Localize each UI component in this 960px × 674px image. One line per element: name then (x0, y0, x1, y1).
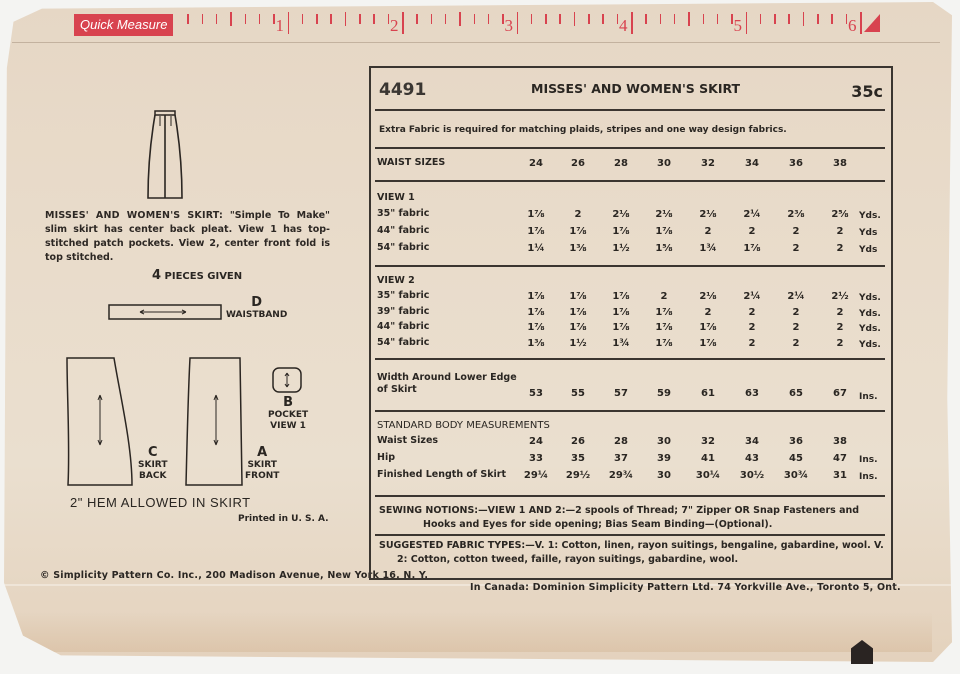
table-cell: 2 (574, 209, 582, 220)
table-row (516, 307, 856, 321)
table-cell: 45 (789, 453, 803, 464)
ruler-tick (245, 14, 247, 24)
ruler-tick (559, 14, 561, 24)
table-cell: 61 (701, 388, 715, 399)
table-cell: 30 (657, 158, 671, 169)
row-label: Finished Length of Skirt (377, 469, 507, 480)
ruler-tick (831, 14, 833, 24)
quick-measure-ruler (74, 8, 880, 38)
ruler-tick (316, 14, 318, 24)
table-cell: 1⅞ (569, 226, 587, 237)
table-cell: 1⅞ (527, 291, 545, 302)
table-cell: 2 (792, 322, 800, 333)
ruler-tick (631, 12, 633, 34)
ruler-tick (660, 14, 662, 24)
ruler-tick (459, 12, 461, 26)
divider (375, 180, 885, 182)
ruler-tick (746, 12, 748, 34)
table-cell: 2⅛ (655, 209, 673, 220)
table-cell: 38 (833, 158, 847, 169)
ruler-tick (545, 14, 547, 24)
table-cell: 1⅜ (527, 337, 545, 349)
ruler-number: 3 (504, 16, 513, 35)
table-cell: 32 (701, 436, 715, 447)
table-row (516, 338, 856, 352)
row-label: 39" fabric (377, 305, 430, 317)
ruler-tick (588, 14, 590, 24)
ruler-tick (330, 14, 332, 24)
row-label: Waist Sizes (377, 435, 439, 446)
skirt-back-piece-shape (64, 355, 136, 489)
row-label: Hip (377, 452, 396, 463)
ruler-tick (803, 12, 805, 26)
table-cell: 38 (833, 436, 847, 447)
size-header-row (516, 158, 856, 172)
divider (375, 495, 885, 497)
table-cell: 2 (792, 306, 800, 318)
view2-label: VIEW 2 (377, 275, 415, 286)
row-label: 54" fabric (377, 336, 430, 348)
table-cell: 41 (701, 453, 715, 464)
table-cell: 36 (789, 436, 803, 447)
table-cell: 35 (571, 453, 585, 464)
table-cell: 26 (571, 436, 585, 447)
table-cell: 26 (571, 158, 585, 169)
table-cell: 1⅝ (655, 243, 673, 254)
table-row (516, 291, 856, 305)
table-cell: 2 (836, 306, 844, 318)
table-cell: 1⅞ (612, 291, 630, 302)
table-cell: 1⅞ (569, 322, 587, 333)
table-cell: 55 (571, 388, 585, 399)
row-unit: Yds. (859, 324, 881, 334)
ruler-ticks (179, 8, 866, 38)
ruler-tick (187, 14, 189, 24)
table-cell: 28 (614, 436, 628, 447)
table-cell: 1⅞ (569, 306, 587, 318)
table-cell: 30¾ (783, 470, 809, 481)
table-cell: 1¾ (699, 243, 717, 254)
table-cell: 2 (792, 337, 800, 349)
ruler-tick (488, 14, 490, 24)
table-cell: 24 (529, 436, 543, 447)
table-cell: 29½ (565, 470, 591, 481)
ruler-tick (230, 12, 232, 26)
table-cell: 32 (701, 158, 715, 169)
yardage-chart (369, 66, 893, 580)
envelope-flap (14, 612, 932, 652)
row-unit: Yds (859, 245, 878, 255)
ruler-tick (645, 14, 647, 24)
row-unit: Yds (859, 228, 878, 238)
sewing-notions: SEWING NOTIONS:—VIEW 1 AND 2:—2 spools of Thread; 7" Zipper OR Snap Fasteners and Hooks and Eyes for side opening; Bias Seam Binding—(Optional). (379, 505, 860, 530)
table-cell: 34 (745, 436, 759, 447)
table-cell: 59 (657, 388, 671, 399)
table-cell: 2 (660, 291, 668, 302)
ruler-tick (703, 14, 705, 24)
table-cell: 67 (833, 388, 847, 399)
ruler-tick (402, 12, 404, 34)
pocket-piece-shape (270, 366, 304, 394)
suggested-fabric-types: SUGGESTED FABRIC TYPES:—V. 1: Cotton, linen, rayon suitings, bengaline, gabardine, wool. V. 2: Cotton, cotton tweed, faille, rayon suitings, gabardine, wool. (379, 540, 884, 565)
ruler-tick (817, 14, 819, 24)
table-cell: 2⅛ (699, 209, 717, 220)
ruler-number: 6 (848, 16, 857, 35)
waist-sizes-label: WAIST SIZES (377, 157, 446, 168)
ruler-tick (517, 12, 519, 34)
pattern-title: MISSES' AND WOMEN'S SKIRT (531, 81, 741, 96)
ruler-tick (302, 14, 304, 24)
table-cell: 1⅞ (612, 226, 630, 237)
table-cell: 1⅞ (527, 226, 545, 237)
table-cell: 28 (614, 158, 628, 169)
table-cell: 1¼ (527, 243, 545, 254)
hem-allowance-note: 2" HEM ALLOWED IN SKIRT (70, 495, 251, 510)
body-measurements-heading: STANDARD BODY MEASUREMENTS (377, 420, 550, 431)
ruler-number: 5 (733, 16, 742, 35)
ruler-tick (531, 14, 533, 24)
table-cell: 2⅜ (787, 209, 805, 220)
table-cell: 65 (789, 388, 803, 399)
table-cell: 2⅛ (612, 209, 630, 220)
table-cell: 37 (614, 453, 628, 464)
view1-label: VIEW 1 (377, 192, 415, 203)
ruler-tick (259, 14, 261, 24)
lower-edge-label-1: Width Around Lower Edge (377, 372, 517, 383)
table-cell: 2 (836, 337, 844, 349)
ruler-tick (202, 14, 204, 24)
ruler-number: 1 (275, 16, 284, 35)
table-cell: 63 (745, 388, 759, 399)
fold-line (12, 42, 940, 43)
lower-edge-label-2: of Skirt (377, 384, 417, 395)
table-cell: 53 (529, 388, 543, 399)
divider (375, 147, 885, 149)
table-cell: 2¼ (787, 291, 805, 302)
table-row (516, 322, 856, 336)
ruler-tick (731, 14, 733, 24)
table-cell: 30½ (739, 470, 765, 481)
pieces-count: 4 (152, 268, 162, 283)
row-unit: Yds. (859, 308, 881, 319)
table-cell: 29¾ (608, 470, 634, 481)
canada-address: In Canada: Dominion Simplicity Pattern Ltd. 74 Yorkville Ave., Toronto 5, Ont. (470, 582, 901, 593)
row-unit: Yds. (859, 211, 881, 221)
row-label: 44" fabric (377, 321, 430, 332)
ruler-tick (431, 14, 433, 24)
table-cell: 1½ (612, 243, 630, 254)
divider (375, 358, 885, 360)
table-row (516, 470, 856, 484)
table-cell: 2½ (831, 291, 849, 302)
table-cell: 1⅞ (699, 337, 717, 349)
piece-label-skirt-back: C SKIRT BACK (138, 445, 168, 481)
table-cell: 1⅞ (569, 291, 587, 302)
ruler-tick (216, 14, 218, 24)
table-cell: 2 (748, 226, 756, 237)
table-cell: 29¼ (523, 470, 549, 481)
ruler-tick (846, 14, 848, 24)
ruler-tick (774, 14, 776, 24)
table-cell: 1⅞ (527, 322, 545, 333)
table-cell: 43 (745, 453, 759, 464)
ruler-tick (602, 14, 604, 24)
table-cell: 2⅝ (831, 209, 849, 220)
table-cell: 57 (614, 388, 628, 399)
ruler-tick (416, 14, 418, 24)
ruler-tick (617, 14, 619, 24)
ruler-tick (717, 14, 719, 24)
table-cell: 2 (836, 226, 844, 237)
pattern-description (45, 209, 330, 265)
waistband-piece-shape (108, 304, 222, 320)
table-cell: 1⅞ (612, 322, 630, 333)
pattern-number: 4491 (379, 80, 427, 100)
copyright-notice: © Simplicity Pattern Co. Inc., 200 Madison Avenue, New York 16, N. Y. (40, 570, 429, 581)
table-cell: 2 (792, 226, 800, 237)
table-cell: 47 (833, 453, 847, 464)
table-cell: 2 (704, 306, 712, 318)
row-unit: Yds. (859, 339, 881, 350)
pattern-price: 35c (851, 82, 883, 101)
description-heading: MISSES' AND WOMEN'S SKIRT: (45, 210, 223, 221)
ruler-label: Quick Measure (74, 14, 173, 36)
extra-fabric-note: Extra Fabric is required for matching plaids, stripes and one way design fabrics. (379, 125, 787, 135)
table-cell: 39 (657, 453, 671, 464)
ruler-tick (474, 14, 476, 24)
ruler-tick (760, 14, 762, 24)
table-cell: 1⅞ (655, 322, 673, 333)
table-cell: 1⅞ (655, 337, 673, 349)
table-cell: 30 (657, 436, 671, 447)
ruler-tick (359, 14, 361, 24)
row-unit: Yds. (859, 293, 881, 303)
table-cell: 2 (792, 243, 800, 254)
table-cell: 2 (748, 306, 756, 318)
table-cell: 31 (833, 470, 847, 481)
table-cell: 1⅜ (569, 243, 587, 254)
table-cell: 34 (745, 158, 759, 169)
table-cell: 1½ (569, 337, 587, 349)
row-unit: Ins. (859, 455, 878, 465)
skirt-front-piece-shape (182, 355, 246, 489)
ruler-tick (688, 12, 690, 26)
ruler-number: 4 (619, 16, 628, 35)
table-cell: 2 (836, 322, 844, 333)
ruler-tick (788, 14, 790, 24)
table-cell: 2 (704, 226, 712, 237)
lower-edge-row (516, 388, 856, 402)
table-row (516, 436, 856, 450)
table-cell: 1⅞ (527, 209, 545, 220)
table-cell: 36 (789, 158, 803, 169)
row-unit: Ins. (859, 472, 878, 482)
table-cell: 1⅞ (699, 322, 717, 333)
table-cell: 30¼ (695, 470, 721, 481)
ruler-tick (445, 14, 447, 24)
table-cell: 2 (836, 243, 844, 254)
row-label: 35" fabric (377, 290, 430, 301)
table-row (516, 453, 856, 467)
table-row (516, 226, 856, 240)
printed-in-usa: Printed in U. S. A. (238, 514, 329, 524)
row-label: 54" fabric (377, 242, 430, 253)
table-cell: 30 (657, 470, 671, 481)
ruler-tick (345, 12, 347, 26)
piece-label-skirt-front: A SKIRT FRONT (245, 445, 280, 481)
divider (375, 534, 885, 536)
ruler-tick (388, 14, 390, 24)
table-cell: 1⅞ (743, 243, 761, 254)
pieces-given (152, 268, 242, 283)
table-cell: 1⅞ (527, 306, 545, 318)
divider (375, 109, 885, 111)
piece-label-waistband: D WAISTBAND (226, 295, 288, 320)
ruler-number: 2 (390, 16, 399, 35)
ruler-tick (273, 14, 275, 24)
ruler-end-arrow-icon (864, 14, 880, 32)
table-row (516, 209, 856, 223)
divider (375, 410, 885, 412)
description-body: "Simple To Make" slim skirt has center back pleat. View 1 has top-stitched patch pockets. View 2, center front fold is top stitched. (45, 210, 330, 263)
divider (375, 265, 885, 267)
ruler-tick (288, 12, 290, 34)
pieces-label: PIECES GIVEN (164, 271, 243, 282)
ruler-tick (860, 12, 862, 34)
table-cell: 1⅞ (655, 226, 673, 237)
table-cell: 33 (529, 453, 543, 464)
table-cell: 1⅞ (655, 306, 673, 318)
table-cell: 1⅞ (612, 306, 630, 318)
table-cell: 2¼ (743, 291, 761, 302)
table-cell: 2⅛ (699, 291, 717, 302)
table-cell: 2 (748, 322, 756, 333)
ruler-tick (373, 14, 375, 24)
ruler-tick (674, 14, 676, 24)
table-cell: 1¾ (612, 337, 630, 349)
row-label: 44" fabric (377, 225, 430, 236)
table-cell: 24 (529, 158, 543, 169)
piece-label-pocket: B POCKET VIEW 1 (268, 395, 309, 431)
ruler-tick (574, 12, 576, 26)
table-cell: 2¼ (743, 209, 761, 220)
row-label: 35" fabric (377, 208, 430, 219)
lower-edge-unit: Ins. (859, 392, 878, 402)
ruler-tick (502, 14, 504, 24)
skirt-illustration (145, 108, 189, 202)
table-row (516, 243, 856, 257)
table-cell: 2 (748, 337, 756, 349)
